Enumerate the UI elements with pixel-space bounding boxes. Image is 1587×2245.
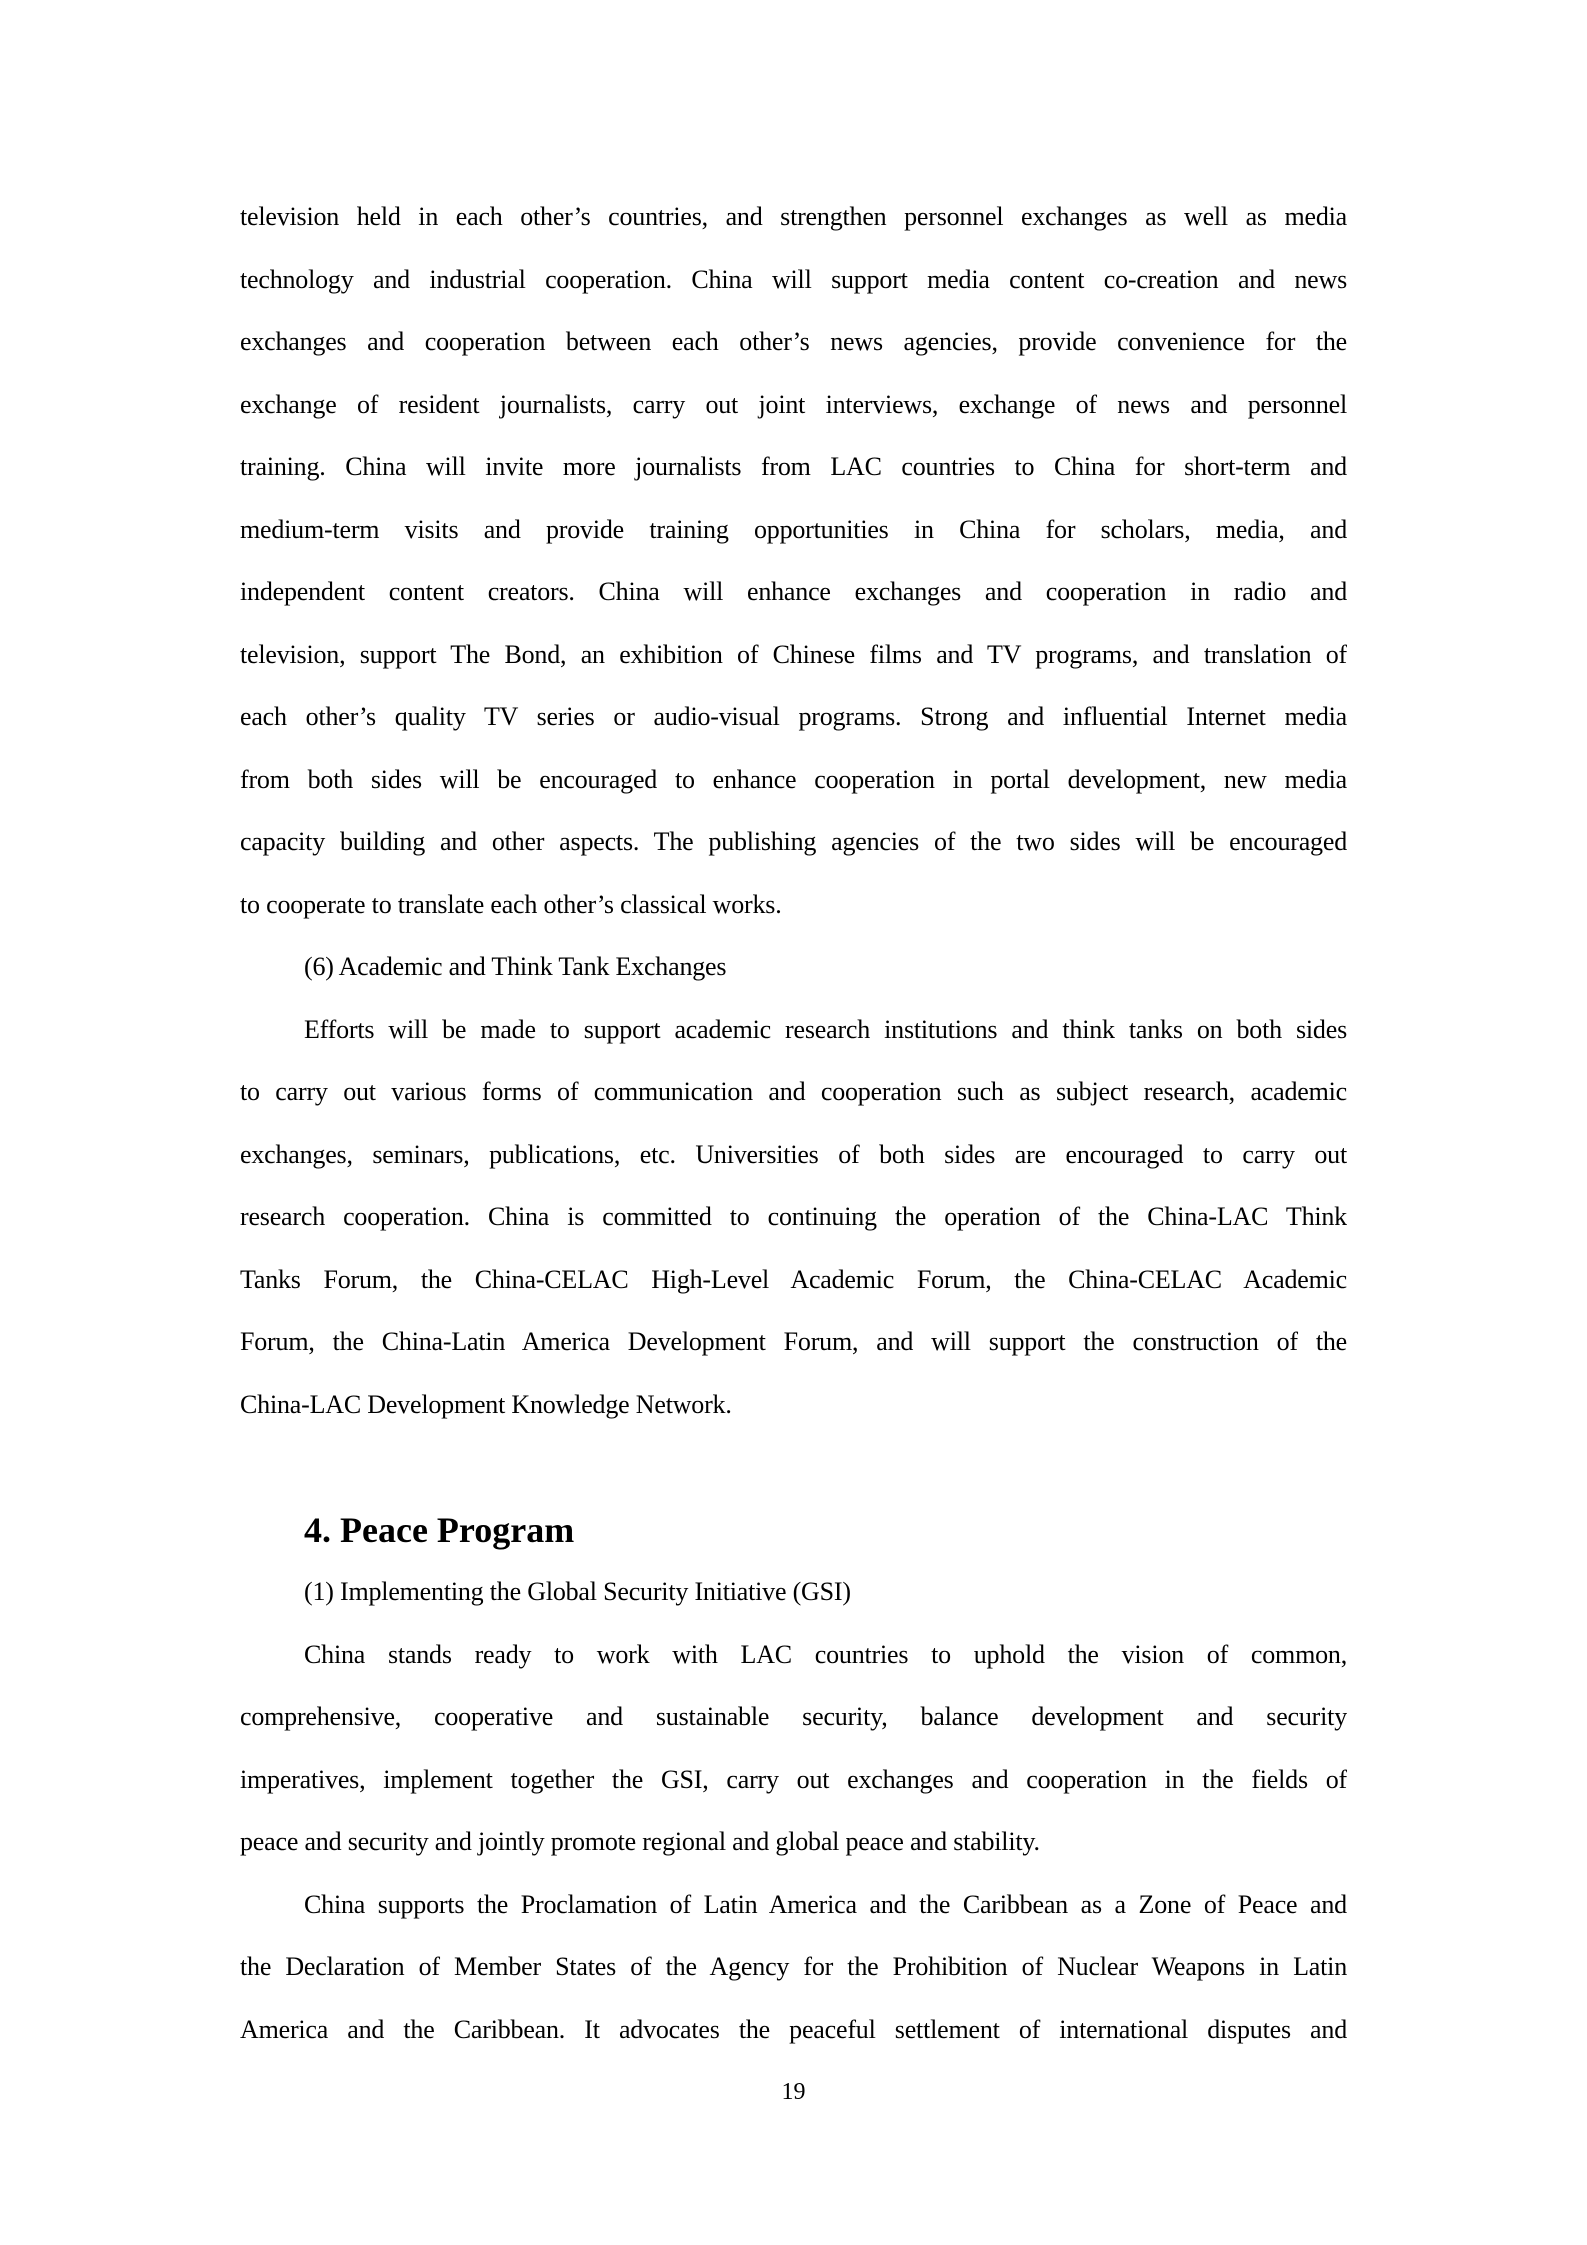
text-line: medium-term visits and provide training opportunities in China for scholars, media, and [240, 514, 1347, 544]
paragraph [240, 999, 1347, 1437]
blank-line [240, 1436, 1347, 1499]
section-heading-text: 4. Peace Program [304, 1509, 575, 1550]
text-line: China stands ready to work with LAC countries to uphold the vision of common, [304, 1639, 1347, 1669]
text-line: Tanks Forum, the China-CELAC High-Level Academic Forum, the China-CELAC Academic [240, 1264, 1347, 1294]
text-line: the Declaration of Member States of the Agency for the Prohibition of Nuclear Weapons in Latin [240, 1952, 1347, 1981]
section-heading [240, 1499, 1347, 1562]
text-line: research cooperation. China is committed to continuing the operation of the China-LAC Think [240, 1202, 1347, 1231]
paragraph-spacer [240, 1436, 1347, 1499]
text-line: Efforts will be made to support academic research institutions and think tanks on both sides [304, 1014, 1347, 1044]
text-line: peace and security and jointly promote regional and global peace and stability. [240, 1827, 1040, 1856]
paragraph [240, 1874, 1347, 2062]
text-line: television held in each other’s countries, and strengthen personnel exchanges as well as media [240, 202, 1347, 231]
text-line: television, support The Bond, an exhibition of Chinese films and TV programs, and translation of [240, 639, 1347, 669]
text-line: exchanges and cooperation between each other’s news agencies, provide convenience for the [240, 327, 1347, 356]
text-line: America and the Caribbean. It advocates the peaceful settlement of international disputes and [240, 2014, 1347, 2044]
text-line: comprehensive, cooperative and sustainable security, balance development and security [240, 1702, 1347, 1731]
paragraph [240, 936, 1347, 999]
page-number: 19 [781, 2079, 806, 2105]
text-line: from both sides will be encouraged to enhance cooperation in portal development, new media [240, 764, 1347, 794]
text-line: exchanges, seminars, publications, etc. Universities of both sides are encouraged to carry out [240, 1139, 1347, 1169]
text-line: each other’s quality TV series or audio-visual programs. Strong and influential Internet media [240, 702, 1347, 731]
text-line: Forum, the China-Latin America Development Forum, and will support the construction of the [240, 1327, 1347, 1356]
paragraph [240, 186, 1347, 936]
text-line: capacity building and other aspects. The publishing agencies of the two sides will be encouraged [240, 827, 1347, 856]
text-line: China-LAC Development Knowledge Network. [240, 1389, 732, 1419]
text-line: technology and industrial cooperation. China will support media content co-creation and news [240, 264, 1347, 294]
text-line: (1) Implementing the Global Security Initiative (GSI) [304, 1577, 851, 1606]
text-line: exchange of resident journalists, carry out joint interviews, exchange of news and personnel [240, 389, 1347, 419]
text-line: to cooperate to translate each other’s classical works. [240, 889, 782, 919]
text-line: China supports the Proclamation of Latin America and the Caribbean as a Zone of Peace and [304, 1889, 1347, 1919]
text-line: (6) Academic and Think Tank Exchanges [304, 952, 727, 981]
text-line: training. China will invite more journalists from LAC countries to China for short-term and [240, 452, 1347, 481]
page-footer [0, 2061, 1587, 2124]
text-line: independent content creators. China will enhance exchanges and cooperation in radio and [240, 577, 1347, 606]
text-line: imperatives, implement together the GSI, carry out exchanges and cooperation in the fields of [240, 1764, 1347, 1794]
text-line: to carry out various forms of communication and cooperation such as subject research, academic [240, 1077, 1347, 1106]
paragraph [240, 1561, 1347, 1624]
paragraph [240, 1624, 1347, 1874]
